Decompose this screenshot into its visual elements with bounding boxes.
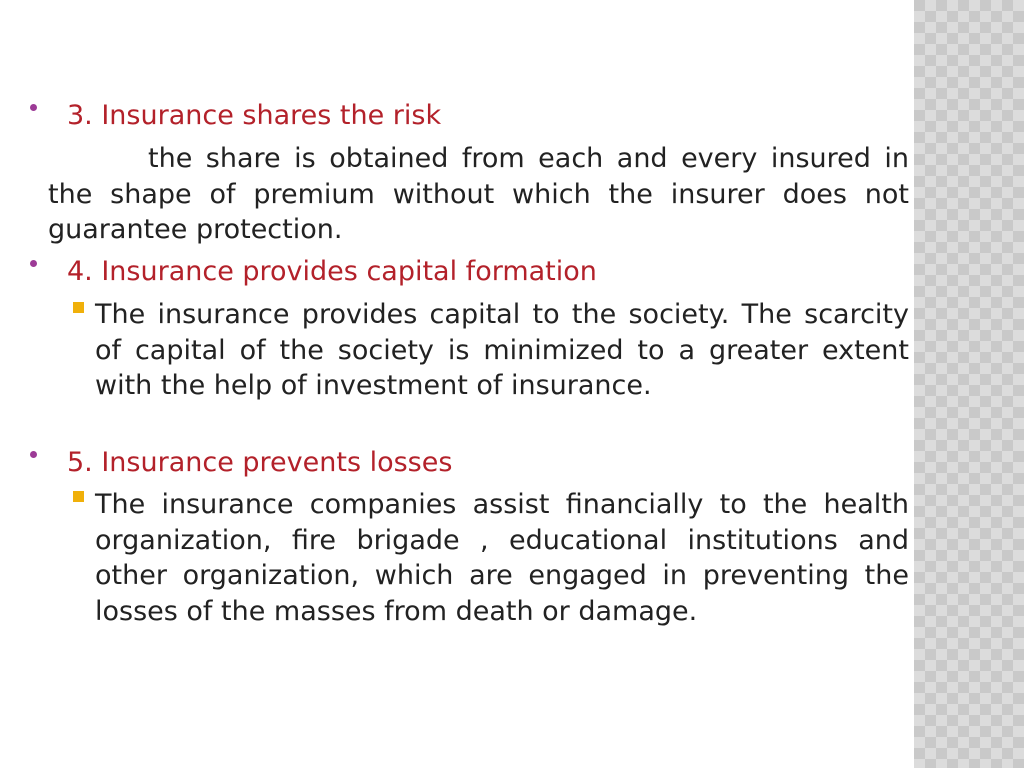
bullet-heading-risk: 3. Insurance shares the risk: [67, 100, 442, 131]
sub-paragraph-losses: The insurance companies assist financially to the health organization, fire brigade , educational institutions and other organization, which are engaged in preventing the losses of the masses from death or damage.: [95, 489, 909, 627]
side-pattern-decoration: [914, 0, 1024, 768]
square-bullet-icon: [73, 491, 84, 502]
square-bullet-icon: [73, 302, 84, 313]
bullet-dot-icon: [30, 451, 37, 458]
paragraph-risk: the share is obtained from each and every insured in the shape of premium without which the insurer does not guarantee protection.: [48, 143, 909, 245]
bullet-dot-icon: [30, 260, 37, 267]
bullet-item-losses: [30, 446, 910, 480]
bullet-heading-capital: 4. Insurance provides capital formation: [67, 256, 597, 287]
bullet-item-capital: [30, 255, 910, 289]
bullet-item-risk: [30, 99, 910, 133]
bullet-heading-losses: 5. Insurance prevents losses: [67, 447, 453, 478]
sub-paragraph-capital: The insurance provides capital to the society. The scarcity of capital of the society is minimized to a greater extent with the help of investment of insurance.: [95, 299, 909, 401]
bullet-dot-icon: [30, 104, 37, 111]
